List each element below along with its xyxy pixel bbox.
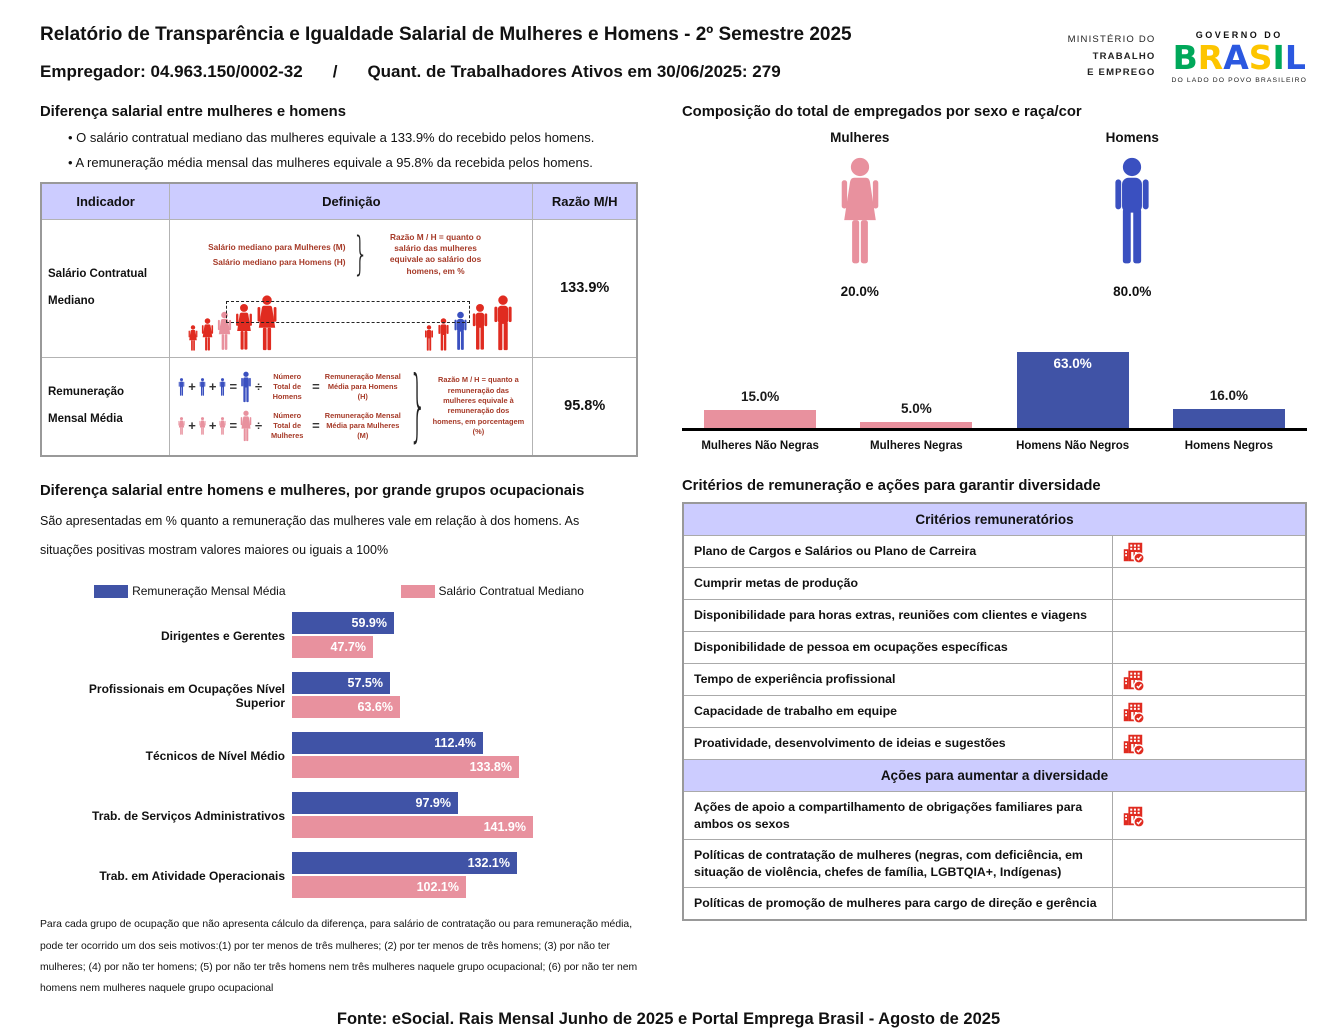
governo-do-brasil-logo: GOVERNO DO BRASIL DO LADO DO POVO BRASILEIRO [1171,30,1307,84]
bullet-median-salary: • O salário contratual mediano das mulheres equivale a 133.9% do recebido pelos homens. [68,130,638,145]
occupation-bar-group [40,852,638,900]
composition-bar-column [690,389,830,428]
chart-legend [40,584,638,598]
salary-gap-bullets [68,130,638,170]
value-bar: 47.7% [292,636,373,658]
women-percentage: 20.0% [840,284,879,299]
company-check-icon [1121,540,1145,564]
value-bar: 57.5% [292,672,390,694]
criteria-section-header: Ações para aumentar a diversidade [683,760,1306,792]
criteria-flag-cell [1113,696,1306,728]
brasil-letter: A [1223,38,1249,77]
col-definicao: Definição [170,183,533,220]
brasil-logo-letters [1172,38,1308,77]
criteria-flag-cell [1113,792,1306,840]
criteria-flag-cell [1113,888,1306,920]
criteria-label: Disponibilidade para horas extras, reuniões com clientes e viagens [683,600,1113,632]
company-check-icon [1121,700,1145,724]
report-header [0,0,1337,84]
occupation-label: Técnicos de Nível Médio [145,749,285,764]
occupation-label: Trab. em Atividade Operacionais [99,869,285,884]
occupational-subtitle: São apresentadas em % quanto a remuneração das mulheres vale em relação à dos homens. As situações positivas mostram valores maiores ou iguais a 100% [40,513,580,557]
value-bar [1173,409,1285,428]
woman-icon [199,417,206,435]
ratio-note: Razão M / H = quanto o salário das mulheres equivale ao salário dos homens, em % [389,232,482,276]
composition-category-label: Homens Negros [1184,440,1273,452]
value-bar: 97.9% [292,792,458,814]
value-bar: 132.1% [292,852,517,874]
criteria-flag-cell [1113,840,1306,888]
occupation-label: Profissionais em Ocupações Nível Superior [88,681,285,711]
men-label: Homens [1105,130,1159,145]
value-bar: 141.9% [292,816,533,838]
criteria-flag-cell [1113,728,1306,760]
composition-title: Composição do total de empregados por sexo e raça/cor [682,104,1082,120]
criteria-section-header: Critérios remuneratórios [683,503,1306,536]
bar-value-label: 15.0% [740,389,780,404]
bar-value-label: 63.0% [1053,356,1092,371]
value-bar [1017,352,1129,428]
composition-category-label: Homens Não Negros [1016,440,1130,452]
mean-remuneration-diagram [170,357,533,456]
man-icon [492,295,514,351]
indicator-name: Salário Contratual Mediano [41,220,170,358]
composition-category-label: Mulheres Não Negras [701,440,819,452]
woman-icon [201,318,214,351]
criteria-flag-cell [1113,568,1306,600]
occupational-chart [40,612,638,900]
occupation-bar-group [40,672,638,720]
woman-icon [178,417,185,435]
brace-glyph: } [408,360,427,453]
criteria-label: Proatividade, desenvolvimento de ideias e sugestões [683,728,1113,760]
indicator-table [40,182,638,457]
legend-swatch [94,585,128,598]
source-footer: Fonte: eSocial. Rais Mensal Junho de 2025 e Portal Emprega Brasil - Agosto de 2025 [336,1009,1001,1028]
occupation-bar-group [40,732,638,780]
brace-glyph: } [353,228,369,281]
criteria-flag-cell [1113,632,1306,664]
brasil-letter: L [1284,38,1306,77]
criteria-row [683,728,1306,760]
composition-chart [682,329,1307,452]
criteria-label: Capacidade de trabalho em equipe [683,696,1113,728]
woman-icon [188,325,198,351]
ratio-note: Razão M / H = quanto a remuneração das mulheres equivale à remuneração dos homens, em porcentagem (%) [432,375,525,436]
composition-categories [682,440,1307,452]
ministry-wordmark: MINISTÉRIO DO TRABALHO E EMPREGO [1067,34,1156,79]
brasil-letter: S [1248,38,1273,77]
criteria-row [683,600,1306,632]
criteria-row [683,632,1306,664]
criteria-label: Tempo de experiência profissional [683,664,1113,696]
brasil-letter: R [1197,38,1224,77]
indicator-name: Remuneração Mensal Média [41,357,170,456]
occupation-bar-group [40,792,638,840]
criteria-flag-cell [1113,536,1306,568]
median-men-label: Salário mediano para Homens (H) [212,256,346,267]
criteria-flag-cell [1113,664,1306,696]
value-bar [860,422,972,428]
median-women-label: Salário mediano para Mulheres (M) [208,241,346,252]
composition-bars [682,329,1307,431]
report-title: Relatório de Transparência e Igualdade Salarial de Mulheres e Homens - 2º Semestre 2025 [40,24,852,45]
company-check-icon [1121,804,1145,828]
gender-summary [682,130,1307,299]
table-row [41,220,637,358]
legend-label: Salário Contratual Mediano [438,584,584,599]
median-salary-diagram [170,220,533,358]
value-bar: 112.4% [292,732,483,754]
criteria-label: Políticas de promoção de mulheres para cargo de direção e gerência [683,888,1113,920]
occupation-bar-group [40,612,638,660]
header-titles [40,24,852,84]
criteria-label: Plano de Cargos e Salários ou Plano de Carreira [683,536,1113,568]
legend-item [401,584,584,598]
occupation-label: Trab. de Serviços Administrativos [92,809,285,824]
criteria-row [683,696,1306,728]
man-icon [1111,157,1153,265]
criteria-row [683,568,1306,600]
criteria-table-body [683,503,1306,920]
ratio-value: 133.9% [533,220,637,358]
men-percentage: 80.0% [1113,284,1152,299]
value-bar: 63.6% [292,696,400,718]
women-summary [830,130,889,299]
bar-value-label: 16.0% [1209,388,1249,403]
company-check-icon [1121,668,1145,692]
col-indicador: Indicador [41,183,170,220]
man-icon [471,303,489,351]
man-formula-row: + + = ÷ Número Total de Homens = Remuneração Mensal Média para Homens (H) [178,371,403,403]
woman-icon [219,417,226,435]
col-razao: Razão M/H [533,183,637,220]
criteria-row [683,888,1306,920]
man-icon [199,378,206,396]
criteria-flag-cell [1113,600,1306,632]
man-icon [178,378,185,396]
legend-item [94,584,285,598]
criteria-label: Políticas de contratação de mulheres (negras, com deficiência, em situação de violência, chefes de família, LGBTQIA+, Indígenas) [683,840,1113,888]
composition-bar-column [1159,388,1299,428]
active-workers: Quant. de Trabalhadores Ativos em 30/06/2025: 279 [367,62,781,81]
man-icon [240,371,252,403]
composition-bar-column [1003,352,1143,428]
woman-icon [240,410,252,442]
table-row [41,357,637,456]
woman-formula-row: + + = ÷ Número Total de Mulheres = Remuneração Mensal Média para Mulheres (M) [178,410,403,442]
man-icon [219,378,226,396]
criteria-label: Disponibilidade de pessoa em ocupações específicas [683,632,1113,664]
bullet-mean-remuneration: • A remuneração média mensal das mulheres equivale a 95.8% da recebida pelos homens. [68,155,638,170]
government-branding [1068,30,1307,84]
composition-category-label: Mulheres Negras [870,440,963,452]
criteria-row [683,840,1306,888]
criteria-row [683,792,1306,840]
woman-icon [839,157,881,265]
median-dashed-box [226,301,470,323]
value-bar: 59.9% [292,612,394,634]
ratio-value: 95.8% [533,357,637,456]
employer-id: Empregador: 04.963.150/0002-32 [40,62,303,81]
occupation-label: Dirigentes e Gerentes [160,629,285,644]
brasil-letter: I [1272,38,1285,77]
man-icon [424,325,434,351]
criteria-table [682,502,1307,921]
criteria-label: Ações de apoio a compartilhamento de obrigações familiares para ambos os sexos [683,792,1113,840]
criteria-row [683,536,1306,568]
composition-bar-column [846,401,986,428]
value-bar: 133.8% [292,756,519,778]
value-bar: 102.1% [292,876,466,898]
women-label: Mulheres [830,130,890,145]
legend-swatch [401,585,435,598]
criteria-row [683,664,1306,696]
occupational-footnote: Para cada grupo de ocupação que não apresenta cálculo da diferença, para salário de contratação ou para remuneração média, pode ter ocorrido um dos seis motivos:(1) por ter menos de três mulheres; (2) por ter menos de três homens; (3) por não ter mulheres; (4) por não ter homens; (5) por não ter três homens nem três mulheres naquele grupo ocupacional; (6) por não ter nem homens nem mulheres naquele grupo ocupacional [40,919,638,995]
separator: / [332,62,338,81]
formula-rows [178,364,403,449]
men-summary [1106,130,1159,299]
employer-line [40,62,852,82]
value-bar [704,410,816,428]
occupational-title: Diferença salarial entre homens e mulheres, por grande grupos ocupacionais [40,482,585,499]
criteria-label: Cumprir metas de produção [683,568,1113,600]
company-check-icon [1121,732,1145,756]
criteria-title: Critérios de remuneração e ações para garantir diversidade [682,478,1101,494]
legend-label: Remuneração Mensal Média [132,584,286,599]
salary-gap-title: Diferença salarial entre mulheres e homens [40,104,346,120]
bar-value-label: 5.0% [900,401,932,416]
brasil-letter: B [1172,38,1198,77]
